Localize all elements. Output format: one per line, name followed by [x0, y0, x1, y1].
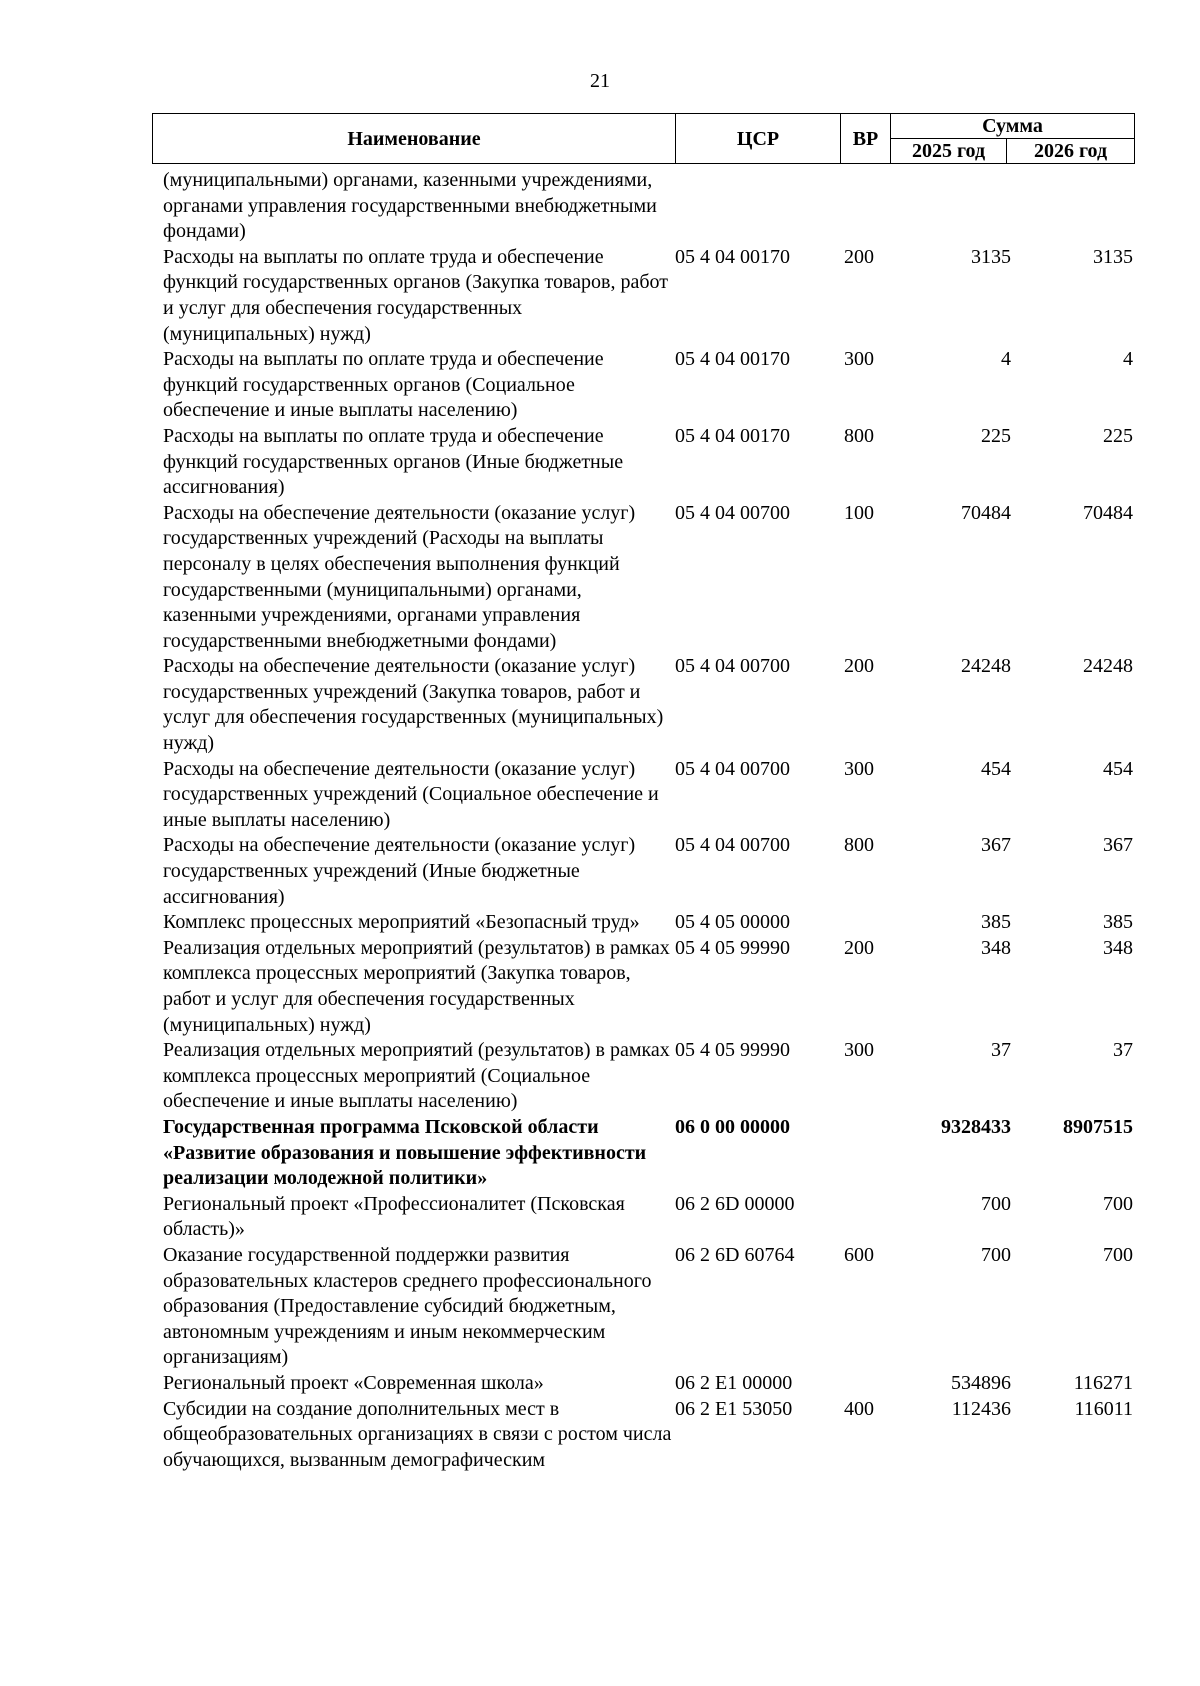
row-sum-2025: 37 — [991, 1039, 1011, 1062]
header-vr: ВР — [841, 114, 891, 164]
row-name: Субсидии на создание дополнительных мест в общеобразовательных организациях в связи с ростом числа обучающихся, вызванным демографическим — [163, 1397, 672, 1471]
row-vr: 100 — [844, 501, 874, 524]
row-sum-2026: 225 — [1103, 424, 1133, 447]
row-name: Региональный проект «Профессионалитет (Псковская область)» — [163, 1192, 625, 1241]
row-vr: 800 — [844, 834, 874, 857]
table-row — [163, 757, 1133, 834]
row-name: Расходы на обеспечение деятельности (оказание услуг) государственных учреждений (Расходы на выплаты персоналу в целях обеспечения выполнения функций государственными (муниципальными) органами, казенными учреждениями, органами управления государственными внебюджетными фондами) — [163, 501, 636, 652]
header-csr: ЦСР — [676, 114, 841, 164]
row-csr: 05 4 04 00170 — [675, 348, 790, 371]
row-sum-2026: 37 — [1113, 1039, 1133, 1062]
table-row — [163, 424, 1133, 501]
row-sum-2025: 9328433 — [941, 1115, 1011, 1138]
row-csr: 06 2 E1 00000 — [675, 1371, 793, 1394]
row-sum-2026: 454 — [1103, 757, 1133, 780]
row-name: Расходы на обеспечение деятельности (оказание услуг) государственных учреждений (Социальное обеспечение и иные выплаты населению) — [163, 757, 659, 831]
row-csr: 05 4 04 00170 — [675, 245, 790, 268]
row-csr: 05 4 05 99990 — [675, 1039, 790, 1062]
row-sum-2026: 8907515 — [1063, 1115, 1133, 1138]
row-vr: 200 — [844, 245, 874, 268]
row-sum-2025: 4 — [1001, 348, 1011, 371]
row-sum-2026: 24248 — [1083, 655, 1133, 678]
page-number: 21 — [590, 70, 610, 92]
row-sum-2025: 3135 — [971, 245, 1011, 268]
table-row — [163, 1192, 1133, 1243]
table-row — [163, 1038, 1133, 1115]
row-vr: 300 — [844, 348, 874, 371]
row-sum-2026: 116011 — [1074, 1397, 1133, 1420]
header-year-2026: 2026 год — [1007, 139, 1135, 164]
row-name: Расходы на выплаты по оплате труда и обеспечение функций государственных органов (Иные бюджетные ассигнования) — [163, 424, 624, 499]
row-sum-2025: 534896 — [951, 1371, 1011, 1394]
row-sum-2025: 225 — [981, 424, 1011, 447]
table-body — [163, 168, 1133, 1473]
row-sum-2026: 3135 — [1093, 245, 1133, 268]
table-row — [163, 936, 1133, 1038]
row-name: Расходы на обеспечение деятельности (оказание услуг) государственных учреждений (Закупка товаров, работ и услуг для обеспечения государственных (муниципальных) нужд) — [163, 655, 664, 755]
table-row — [163, 654, 1133, 756]
row-csr: 06 2 6D 00000 — [675, 1192, 795, 1215]
row-csr: 06 0 00 00000 — [675, 1115, 790, 1138]
row-csr: 05 4 05 00000 — [675, 911, 790, 934]
row-csr: 05 4 05 99990 — [675, 936, 790, 959]
row-sum-2025: 385 — [981, 911, 1011, 934]
row-sum-2025: 367 — [981, 834, 1011, 857]
row-csr: 06 2 6D 60764 — [675, 1243, 795, 1266]
row-vr: 200 — [844, 655, 874, 678]
row-csr: 06 2 E1 53050 — [675, 1397, 793, 1420]
row-name: Государственная программа Псковской области «Развитие образования и повышение эффективности реализации молодежной политики» — [163, 1115, 647, 1190]
table-row — [163, 245, 1133, 347]
row-name: Реализация отдельных мероприятий (результатов) в рамках комплекса процессных мероприятий (Закупка товаров, работ и услуг для обеспечения государственных (муниципальных) нужд) — [163, 936, 670, 1036]
row-csr: 05 4 04 00700 — [675, 834, 790, 857]
row-name: Комплекс процессных мероприятий «Безопасный труд» — [163, 911, 640, 934]
row-name: Реализация отдельных мероприятий (результатов) в рамках комплекса процессных мероприятий (Социальное обеспечение и иные выплаты населению) — [163, 1039, 670, 1113]
row-sum-2026: 4 — [1123, 348, 1133, 371]
row-vr: 400 — [844, 1397, 874, 1420]
table-row — [163, 347, 1133, 424]
row-name: Расходы на обеспечение деятельности (оказание услуг) государственных учреждений (Иные бюджетные ассигнования) — [163, 834, 636, 908]
row-vr: 300 — [844, 1039, 874, 1062]
header-year-2025: 2025 год — [891, 139, 1007, 164]
table-header — [152, 113, 1135, 164]
row-sum-2026: 385 — [1103, 911, 1133, 934]
row-sum-2025: 700 — [981, 1243, 1011, 1266]
table-row — [163, 501, 1133, 655]
row-sum-2025: 24248 — [961, 655, 1011, 678]
table-row — [163, 168, 1133, 245]
row-sum-2025: 700 — [981, 1192, 1011, 1215]
row-sum-2026: 700 — [1103, 1243, 1133, 1266]
row-sum-2025: 454 — [981, 757, 1011, 780]
table-row — [163, 833, 1133, 910]
table-row — [163, 910, 1133, 936]
row-csr: 05 4 04 00170 — [675, 424, 790, 447]
row-sum-2025: 70484 — [961, 501, 1011, 524]
row-sum-2026: 348 — [1103, 936, 1133, 959]
table-row — [163, 1397, 1133, 1474]
row-name: Оказание государственной поддержки развития образовательных кластеров среднего профессионального образования (Предоставление субсидий бюджетным, автономным учреждениям и иным некоммерческим организациям) — [163, 1243, 652, 1369]
row-vr: 600 — [844, 1243, 874, 1266]
table-row — [163, 1371, 1133, 1397]
header-sum: Сумма — [891, 114, 1135, 139]
row-sum-2026: 700 — [1103, 1192, 1133, 1215]
row-sum-2026: 116271 — [1073, 1371, 1133, 1394]
row-csr: 05 4 04 00700 — [675, 757, 790, 780]
table-row — [163, 1243, 1133, 1371]
row-name: (муниципальными) органами, казенными учреждениями, органами управления государственными внебюджетными фондами) — [163, 169, 657, 243]
row-sum-2025: 112436 — [951, 1397, 1011, 1420]
row-sum-2026: 70484 — [1083, 501, 1133, 524]
row-vr: 200 — [844, 936, 874, 959]
header-name: Наименование — [153, 114, 676, 164]
row-vr: 300 — [844, 757, 874, 780]
row-sum-2026: 367 — [1103, 834, 1133, 857]
row-csr: 05 4 04 00700 — [675, 655, 790, 678]
row-name: Расходы на выплаты по оплате труда и обеспечение функций государственных органов (Социальное обеспечение и иные выплаты населению) — [163, 348, 604, 422]
row-csr: 05 4 04 00700 — [675, 501, 790, 524]
row-name: Региональный проект «Современная школа» — [163, 1371, 544, 1394]
table-row — [163, 1115, 1133, 1192]
row-sum-2025: 348 — [981, 936, 1011, 959]
row-vr: 800 — [844, 424, 874, 447]
row-name: Расходы на выплаты по оплате труда и обеспечение функций государственных органов (Закупка товаров, работ и услуг для обеспечения государственных (муниципальных) нужд) — [163, 245, 668, 345]
